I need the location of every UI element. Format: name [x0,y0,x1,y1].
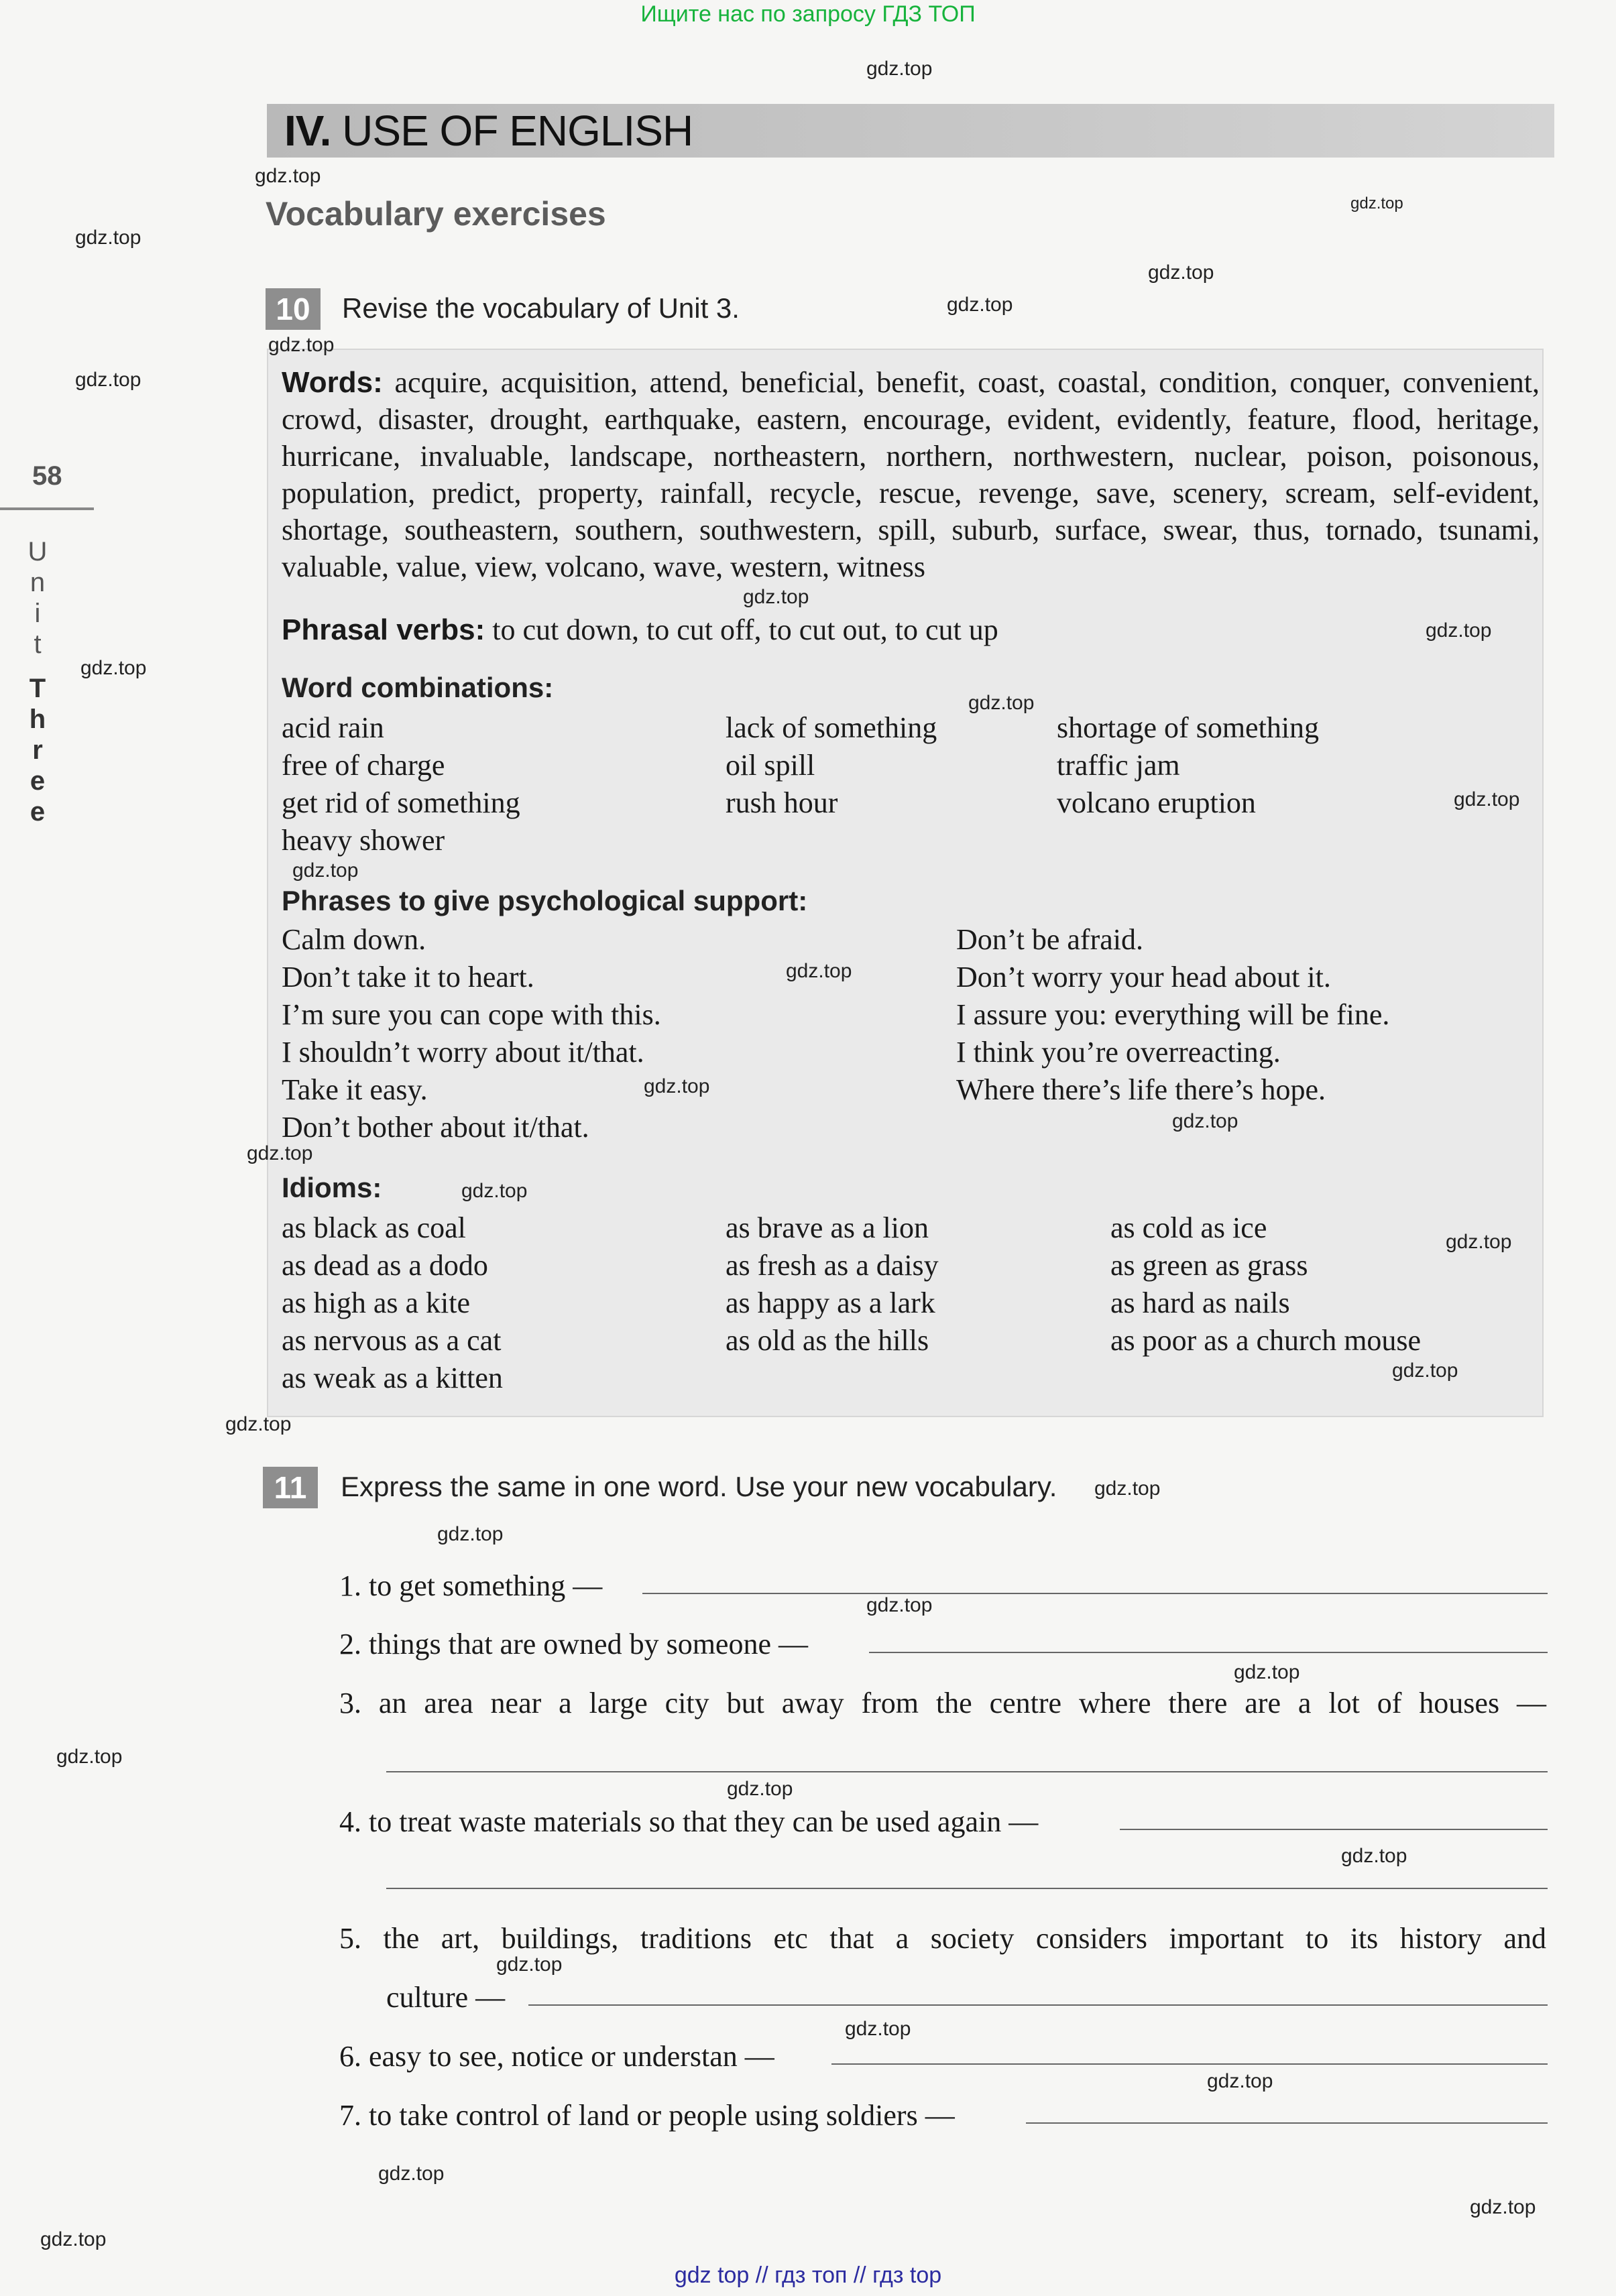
watermark[interactable]: gdz.top [1350,194,1403,213]
unit-letter: t [34,629,42,659]
question-text: things that are owned by someone — [369,1628,808,1660]
combination-item: free of charge [282,749,445,782]
watermark[interactable]: gdz.top [496,1953,563,1976]
combination-item: heavy shower [282,824,445,857]
idiom-item: as fresh as a daisy [726,1249,939,1282]
unit-label [23,536,52,827]
watermark[interactable]: gdz.top [1426,619,1492,642]
top-banner[interactable]: Ищите нас по запросу ГДЗ ТОП [640,1,976,27]
support-phrase: I shouldn’t worry about it/that. [282,1036,644,1069]
idiom-item: as hard as nails [1110,1286,1290,1319]
combinations-col-1 [282,709,520,859]
combination-item: get rid of something [282,786,520,819]
support-phrase: Don’t bother about it/that. [282,1111,589,1144]
watermark[interactable]: gdz.top [644,1075,710,1097]
combination-item: oil spill [726,749,815,782]
question-6 [339,2039,774,2073]
combination-item: shortage of something [1057,711,1320,744]
combination-item: volcano eruption [1057,786,1256,819]
exercise-11-title: Express the same in one word. Use your new vocabulary. [341,1471,1057,1502]
answer-line-2[interactable] [869,1652,1548,1653]
section-title: Vocabulary exercises [266,195,606,233]
combination-item: traffic jam [1057,749,1180,782]
watermark[interactable]: gdz.top [1446,1231,1512,1253]
exercise-10-title: Revise the vocabulary of Unit 3. [342,292,740,324]
support-phrases-label: Phrases to give psychological support: [282,885,808,916]
watermark[interactable]: gdz.top [727,1778,793,1800]
watermark[interactable]: gdz.top [1392,1360,1458,1382]
header-title [284,106,693,156]
watermark[interactable]: gdz.top [743,586,809,608]
words-label: Words: [282,366,383,399]
question-number: 7. [339,2099,361,2132]
idiom-item: as dead as a dodo [282,1249,488,1282]
idiom-item: as green as grass [1110,1249,1308,1282]
exercise-10-number: 10 [266,288,321,330]
watermark[interactable]: gdz.top [1454,788,1520,810]
question-2 [339,1627,808,1661]
watermark[interactable]: gdz.top [461,1180,528,1202]
idiom-item: as nervous as a cat [282,1324,502,1357]
watermark[interactable]: gdz.top [75,369,141,391]
watermark[interactable]: gdz.top [1234,1661,1300,1683]
watermark[interactable]: gdz.top [40,2228,107,2250]
watermark[interactable]: gdz.top [255,165,321,187]
answer-line-4a[interactable] [1120,1829,1548,1830]
page-rule [0,507,94,510]
idiom-item: as weak as a kitten [282,1362,503,1394]
words-list: acquire, acquisition, attend, beneficial, benefit, coast, coastal, condition, conquer, convenient, crowd, disaster, drought, earthquake, eastern, encourage, evident, evidently, feature, flood, heritage, hurricane, invaluable, landscape, northeastern, northern, northwestern, nuclear, poison, poisonous, population, predict, property, rainfall, recycle, rescue, revenge, save, scenery, scream, self-evident, shortage, southeastern, southern, southwestern, spill, suburb, surface, swear, thus, tornado, tsunami, valuable, value, view, volcano, wave, western, witness [282,366,1540,583]
question-7 [339,2098,955,2132]
watermark[interactable]: gdz.top [845,2018,911,2040]
answer-line-6[interactable] [831,2063,1548,2065]
question-text: an area near a large city but away from the centre where there are a lot of houses — [378,1687,1546,1719]
answer-line-7[interactable] [1026,2122,1548,2124]
idioms-col-3 [1110,1209,1421,1360]
question-5-continued: culture — [386,1981,506,2014]
question-text: easy to see, notice or understan — [369,2040,774,2073]
watermark[interactable]: gdz.top [225,1413,292,1435]
watermark[interactable]: gdz.top [75,227,141,249]
bottom-banner[interactable]: gdz top // гдз топ // гдз top [674,2262,942,2288]
unit-name-letter: h [29,705,46,734]
words-paragraph [282,364,1540,585]
support-phrase: Don’t worry your head about it. [956,961,1331,993]
idiom-item: as poor as a church mouse [1110,1324,1422,1357]
question-text: to treat waste materials so that they can be used again — [369,1805,1039,1838]
support-phrase: Don’t take it to heart. [282,961,534,993]
combination-item: rush hour [726,786,838,819]
watermark[interactable]: gdz.top [968,692,1035,714]
combinations-col-3 [1057,709,1319,822]
question-number: 3. [339,1687,361,1719]
watermark[interactable]: gdz.top [80,657,147,679]
idioms-col-2 [726,1209,939,1360]
unit-letter: U [27,537,48,566]
watermark[interactable]: gdz.top [292,859,359,882]
word-combinations-label: Word combinations: [282,672,554,703]
question-number: 4. [339,1805,361,1838]
watermark[interactable]: gdz.top [1207,2070,1273,2092]
watermark[interactable]: gdz.top [1470,2196,1536,2218]
support-phrase: Where there’s life there’s hope. [956,1073,1326,1106]
phrasal-verbs-list: to cut down, to cut off, to cut out, to cut up [492,613,998,646]
watermark[interactable]: gdz.top [947,294,1013,316]
phrasal-verbs-label: Phrasal verbs: [282,613,485,646]
question-number: 6. [339,2040,361,2073]
idiom-item: as old as the hills [726,1324,929,1357]
watermark[interactable]: gdz.top [866,1594,933,1616]
watermark[interactable]: gdz.top [378,2163,445,2185]
question-text: to get something — [369,1569,603,1602]
question-number: 5. [339,1922,361,1955]
question-number: 2. [339,1628,361,1660]
answer-line-4b[interactable] [386,1888,1548,1889]
support-phrase: Take it easy. [282,1073,428,1106]
idiom-item: as cold as ice [1110,1211,1267,1244]
idiom-item: as high as a kite [282,1286,471,1319]
support-phrase: Don’t be afraid. [956,923,1143,956]
watermark[interactable]: gdz.top [437,1523,504,1545]
support-phrase: I assure you: everything will be fine. [956,998,1390,1031]
question-text: the art, buildings, traditions etc that a society considers important to its history and [383,1922,1547,1955]
watermark[interactable]: gdz.top [786,960,852,982]
support-col-1 [282,921,661,1146]
idioms-col-1 [282,1209,503,1397]
combinations-col-2 [726,709,937,822]
watermark[interactable]: gdz.top [1172,1110,1238,1132]
support-phrase: I think you’re overreacting. [956,1036,1281,1069]
page-number: 58 [32,461,62,491]
question-3 [339,1686,1546,1720]
watermark[interactable]: gdz.top [1094,1477,1161,1500]
header-title-text: USE OF ENGLISH [342,107,693,155]
watermark[interactable]: gdz.top [866,58,933,80]
unit-letter: n [30,568,46,597]
idiom-item: as black as coal [282,1211,466,1244]
watermark[interactable]: gdz.top [247,1142,313,1164]
support-phrase: I’m sure you can cope with this. [282,998,661,1031]
question-text: to take control of land or people using soldiers — [369,2099,955,2132]
support-col-2 [956,921,1389,1109]
unit-name-letter: e [30,797,46,827]
watermark[interactable]: gdz.top [1341,1845,1407,1867]
answer-line-1[interactable] [642,1593,1548,1594]
question-5 [339,1921,1546,1955]
watermark[interactable]: gdz.top [1148,261,1214,284]
watermark[interactable]: gdz.top [268,334,335,356]
combination-item: lack of something [726,711,937,744]
question-number: 1. [339,1569,361,1602]
idiom-item: as brave as a lion [726,1211,929,1244]
question-1 [339,1569,602,1603]
combination-item: acid rain [282,711,384,744]
answer-line-3[interactable] [386,1771,1548,1772]
unit-name-letter: e [30,766,46,796]
idioms-label: Idioms: [282,1172,382,1203]
support-phrase: Calm down. [282,923,426,956]
header-roman: IV. [284,107,331,155]
unit-letter: i [34,599,41,628]
watermark[interactable]: gdz.top [56,1746,123,1768]
exercise-11-number: 11 [263,1467,318,1508]
phrasal-verbs [282,611,1540,648]
question-4 [339,1805,1038,1839]
unit-name-letter: T [29,674,46,703]
unit-name-letter: r [32,735,43,765]
idiom-item: as happy as a lark [726,1286,935,1319]
answer-line-5[interactable] [528,2004,1548,2006]
